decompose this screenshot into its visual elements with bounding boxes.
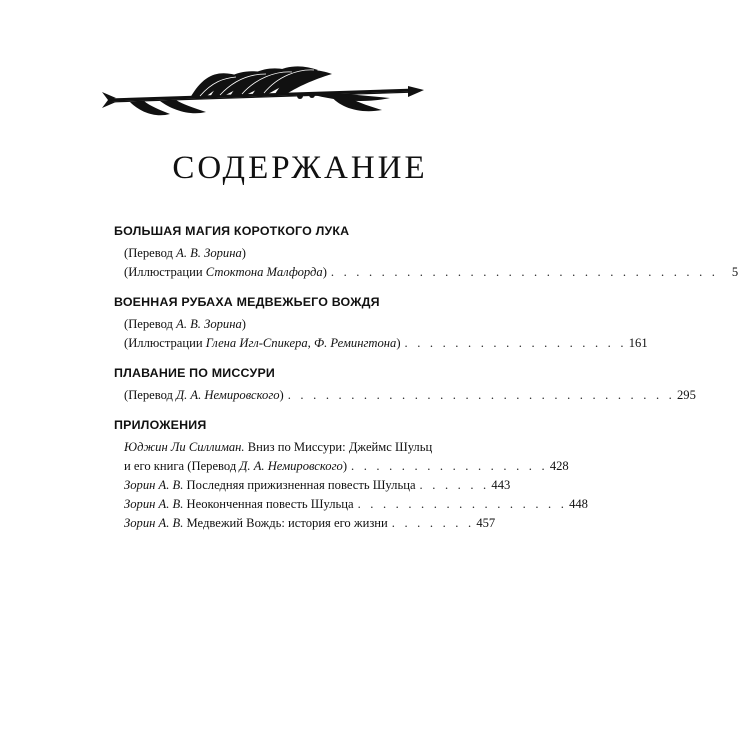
illustrator-name: Глена Игл-Спикера, Ф. Ремингтона [205, 336, 397, 350]
feathered-arrow-ornament-icon [100, 52, 425, 122]
section-title[interactable]: ВОЕННАЯ РУБАХА МЕДВЕЖЬЕГО ВОЖДЯ [114, 295, 380, 309]
toc-line: Зорин А. В. Медвежий Вождь: история его жизни . . . . . . . 457 [114, 514, 486, 533]
translator-name: А. В. Зорина [176, 317, 242, 331]
toc-section-1 [114, 222, 738, 282]
toc-line: (Иллюстрации Глена Игл-Спикера, Ф. Ремингтона) . . . . . . . . . . . . . . . . . . 161 [114, 334, 486, 353]
page-number: 161 [628, 336, 648, 350]
leader-dots: . . . . . . [419, 478, 490, 492]
section-title[interactable]: БОЛЬШАЯ МАГИЯ КОРОТКОГО ЛУКА [114, 224, 350, 238]
toc-section-4 [114, 416, 588, 533]
toc-section-3 [114, 364, 696, 405]
page-number: 457 [476, 516, 496, 530]
translator-name: Д. А. Немировского [239, 459, 343, 473]
leader-dots: . . . . . . . [391, 516, 475, 530]
table-of-contents [114, 222, 738, 544]
toc-line: (Перевод А. В. Зорина) [124, 246, 246, 260]
section-title[interactable]: ПРИЛОЖЕНИЯ [114, 418, 207, 432]
leader-dots: . . . . . . . . . . . . . . . . . . . . . . . . . . . . . . . [330, 265, 719, 279]
page-number: 295 [677, 388, 696, 402]
page-title: СОДЕРЖАНИЕ [172, 150, 428, 186]
author-name: Зорин А. В. [124, 478, 184, 492]
leader-dots: . . . . . . . . . . . . . . . . [351, 459, 548, 473]
page-number: 443 [491, 478, 511, 492]
illustrator-name: Стоктона Малфорда [205, 265, 323, 279]
page-number: 428 [549, 459, 569, 473]
toc-line: (Перевод А. В. Зорина) [124, 317, 246, 331]
leader-dots: . . . . . . . . . . . . . . . . . . . . . . . . . . . . . . . [287, 388, 675, 402]
leader-dots: . . . . . . . . . . . . . . . . . [357, 497, 568, 511]
page-number: 5 [731, 265, 738, 279]
leader-dots: . . . . . . . . . . . . . . . . . . [404, 336, 627, 350]
author-name: Юджин Ли Силлиман. [124, 440, 245, 454]
translator-name: А. В. Зорина [176, 246, 242, 260]
translator-name: Д. А. Немировского [176, 388, 280, 402]
toc-line: Юджин Ли Силлиман. Вниз по Миссури: Джеймс Шульц [124, 440, 433, 454]
page-number: 448 [569, 497, 588, 511]
section-title[interactable]: ПЛАВАНИЕ ПО МИССУРИ [114, 366, 276, 380]
author-name: Зорин А. В. [124, 497, 184, 511]
toc-line: (Перевод Д. А. Немировского) . . . . . . . . . . . . . . . . . . . . . . . . . . . . . . . 295 [114, 386, 486, 405]
toc-line: и его книга (Перевод Д. А. Немировского) . . . . . . . . . . . . . . . . 428 [114, 457, 486, 476]
toc-line: Зорин А. В. Последняя прижизненная повесть Шульца . . . . . . 443 [114, 476, 486, 495]
toc-line: Зорин А. В. Неоконченная повесть Шульца . . . . . . . . . . . . . . . . . 448 [114, 495, 486, 514]
toc-section-2 [114, 293, 648, 353]
author-name: Зорин А. В. [124, 516, 184, 530]
toc-line: (Иллюстрации Стоктона Малфорда) . . . . . . . . . . . . . . . . . . . . . . . . . . . . . . . 5 [114, 263, 486, 282]
